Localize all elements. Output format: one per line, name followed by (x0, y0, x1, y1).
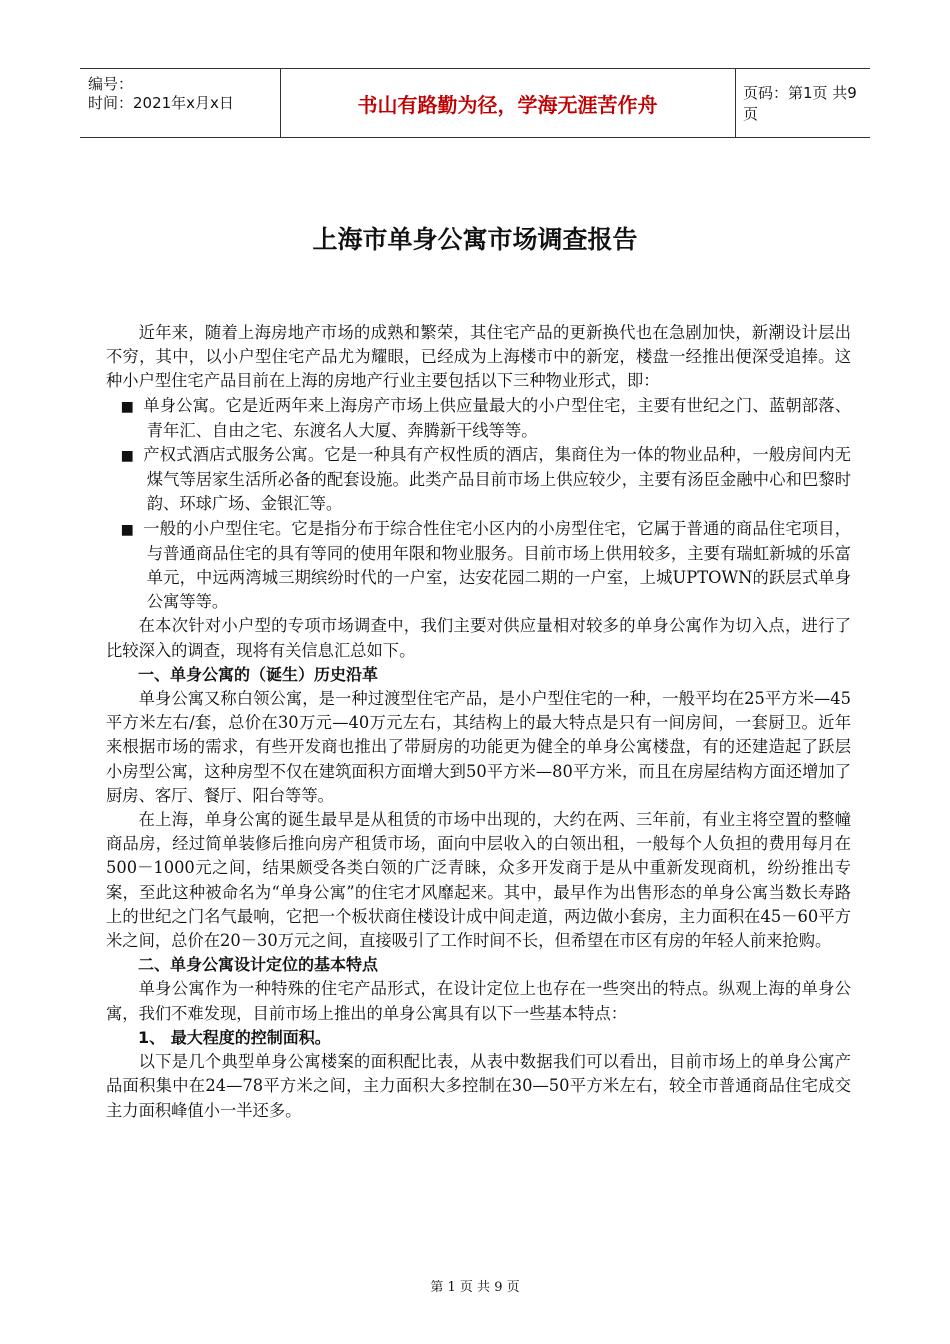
bullet-text: 一般的小户型住宅。它是指分布于综合性住宅小区内的小房型住宅，它属于普通的商品住宅项目，与普通商品住宅的具有等同的使用年限和物业服务。目前市场上供用较多，主要有瑞虹新城的乐富单元，中远两湾城三期缤纷时代的一户室，达安花园二期的一户室，上城UPTOWN的跃层式单身公寓等等。 (143, 518, 851, 612)
area-paragraph: 以下是几个典型单身公寓楼案的面积配比表，从表中数据我们可以看出，目前市场上的单身公寓产品面积集中在24—78平方米之间，主力面积大多控制在30—50平方米左右，较全市普通商品住宅成交主力面积峰值小一半还多。 (106, 1052, 851, 1120)
list-item (106, 443, 851, 517)
survey-paragraph: 在本次针对小户型的专项市场调查中，我们主要对供应量相对较多的单身公寓作为切入点，进行了比较深入的调查，现将有关信息汇总如下。 (106, 616, 851, 660)
header-page-info: 页码：第1页 共9页 (743, 84, 857, 123)
bullet-text: 产权式酒店式服务公寓。它是一种具有产权性质的酒店，集商住为一体的物业品种，一般房间内无煤气等居家生活所必备的配套设施。此类产品目前市场上供应较少，主要有汤臣金融中心和巴黎时韵、环球广场、金银汇等。 (143, 445, 851, 514)
page-header (80, 68, 870, 138)
header-motto: 书山有路勤为径，学海无涯苦作舟 (280, 69, 736, 137)
page-title: 上海市单身公寓市场调查报告 (312, 225, 638, 254)
history-paragraph-1: 单身公寓又称白领公寓，是一种过渡型住宅产品，是小户型住宅的一种，一般平均在25平方米—45平方米左右/套，总价在30万元—40万元左右，其结构上的最大特点是只有一间房间，一套厨卫。近年来根据市场的需求，有些开发商也推出了带厨房的功能更为健全的单身公寓楼盘，有的还建造起了跃层小房型公寓，这种房型不仅在建筑面积方面增大到50平方米—80平方米，而且在房屋结构方面还增加了厨房、客厅、餐厅、阳台等等。 (106, 689, 851, 805)
list-item (106, 517, 851, 615)
section-heading-history: 一、单身公寓的（诞生）历史沿革 (138, 664, 379, 684)
header-meta (80, 69, 281, 137)
document-body (106, 321, 851, 1123)
history-paragraph-2: 在上海，单身公寓的诞生最早是从租赁的市场中出现的，大约在两、三年前，有业主将空置的整幢商品房，经过简单装修后推向房产租赁市场，面向中层收入的白领出租，一般每个人负担的费用每月在500－1000元之间，结果颇受各类白领的广泛青睐，众多开发商于是从中重新发现商机，纷纷推出专案，至此这种被命名为“单身公寓”的住宅才风靡起来。其中，最早作为出售形态的单身公寓当数长寿路上的世纪之门名气最响，它把一个板状商住楼设计成中间走道，两边做小套房，主力面积在45－60平方米之间，总价在20－30万元之间，直接吸引了工作时间不长，但希望在市区有房的年轻人前来抢购。 (106, 810, 851, 951)
list-item (106, 394, 851, 443)
page-footer: 第 1 页 共 9 页 (430, 1280, 520, 1295)
bullet-square-icon: ■ (120, 448, 134, 465)
bullet-text: 单身公寓。它是近两年来上海房产市场上供应量最大的小户型住宅，主要有世纪之门、蓝朝部落、青年汇、自由之宅、东渡名人大厦、奔腾新干线等等。 (143, 395, 851, 440)
number-label: 编号： (88, 75, 134, 93)
intro-paragraph: 近年来，随着上海房地产市场的成熟和繁荣，其住宅产品的更新换代也在急剧加快，新潮设计层出不穷，其中，以小户型住宅产品尤为耀眼，已经成为上海楼市中的新宠，楼盘一经推出便深受追捧。这种小户型住宅产品目前在上海的房地产行业主要包括以下三种物业形式，即： (106, 323, 851, 391)
bullet-square-icon: ■ (120, 398, 134, 415)
section-heading-design: 二、单身公寓设计定位的基本特点 (138, 955, 379, 975)
bullet-square-icon: ■ (120, 521, 134, 538)
design-paragraph: 单身公寓作为一种特殊的住宅产品形式，在设计定位上也存在一些突出的特点。纵观上海的单身公寓，我们不难发现，目前市场上推出的单身公寓具有以下一些基本特点： (106, 979, 851, 1023)
time-label: 时间：2021年x月x日 (88, 94, 234, 112)
subsection-heading-area: 1、 最大程度的控制面积。 (138, 1027, 331, 1047)
